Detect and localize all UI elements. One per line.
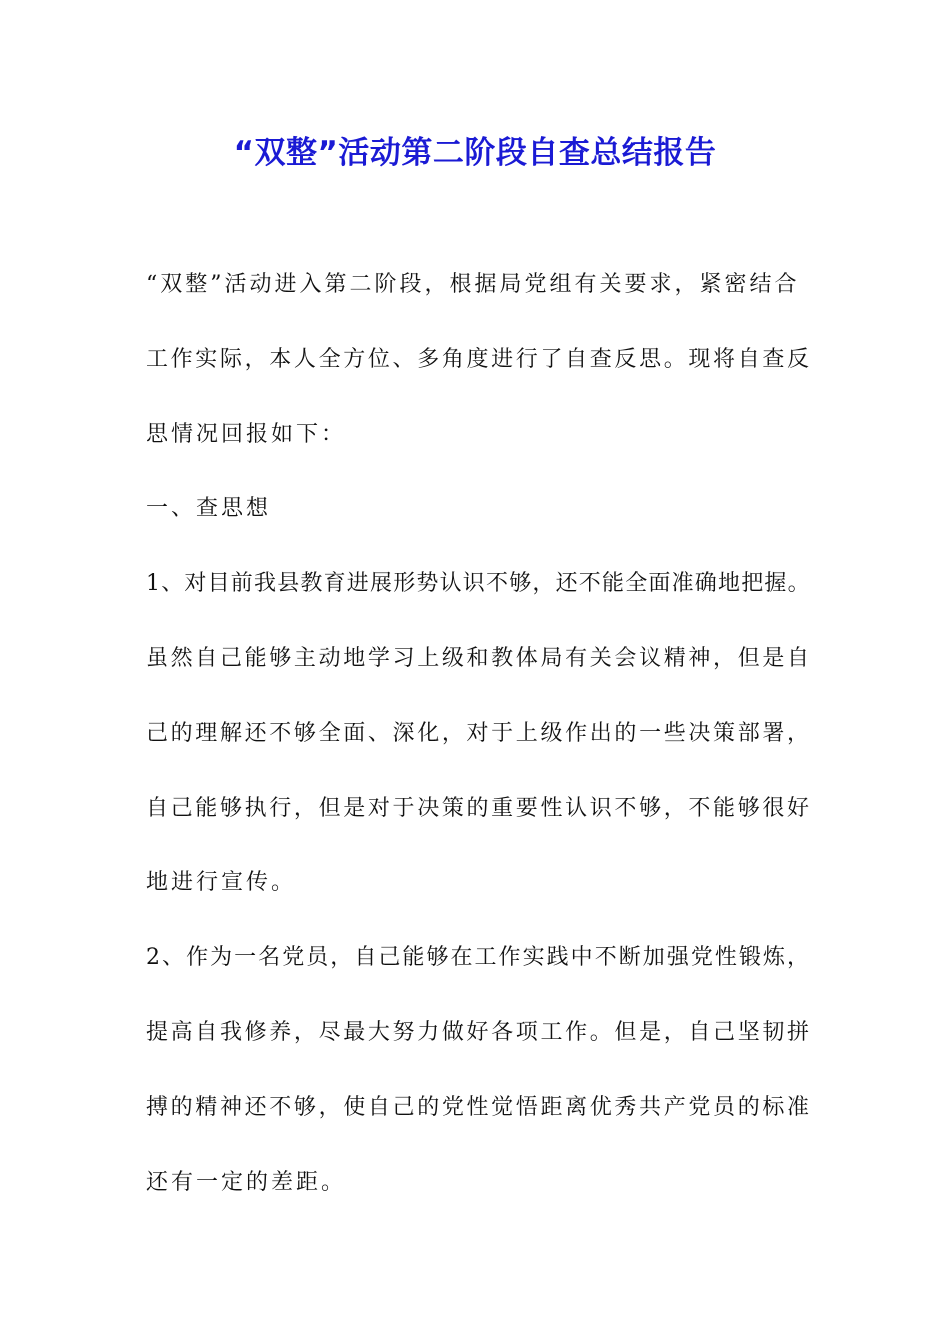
body-line-10: 2、作为一名党员，自己能够在工作实践中不断加强党性锻炼， [146, 945, 812, 970]
body-line-9: 地进行宣传。 [146, 870, 297, 895]
body-line-6: 虽然自己能够主动地学习上级和教体局有关会议精神，但是自 [146, 646, 812, 671]
body-line-12: 搏的精神还不够，使自己的党性觉悟距离优秀共产党员的标准 [146, 1095, 812, 1120]
body-line-2: 工作实际，本人全方位、多角度进行了自查反思。现将自查反 [146, 347, 812, 372]
body-line-13: 还有一定的差距。 [146, 1170, 347, 1195]
section-heading-1: 一、查思想 [146, 496, 272, 521]
body-line-1: “双整”活动进入第二阶段，根据局党组有关要求，紧密结合 [146, 272, 800, 297]
body-line-5: 1、对目前我县教育进展形势认识不够，还不能全面准确地把握。 [146, 571, 811, 596]
body-line-11: 提高自我修养，尽最大努力做好各项工作。但是，自己坚韧拼 [146, 1020, 812, 1045]
body-line-7: 己的理解还不够全面、深化，对于上级作出的一些决策部署， [146, 721, 812, 746]
document-title: “双整”活动第二阶段自查总结报告 [233, 135, 717, 171]
body-line-3: 思情况回报如下： [146, 422, 347, 447]
body-line-8: 自己能够执行，但是对于决策的重要性认识不够，不能够很好 [146, 796, 812, 821]
